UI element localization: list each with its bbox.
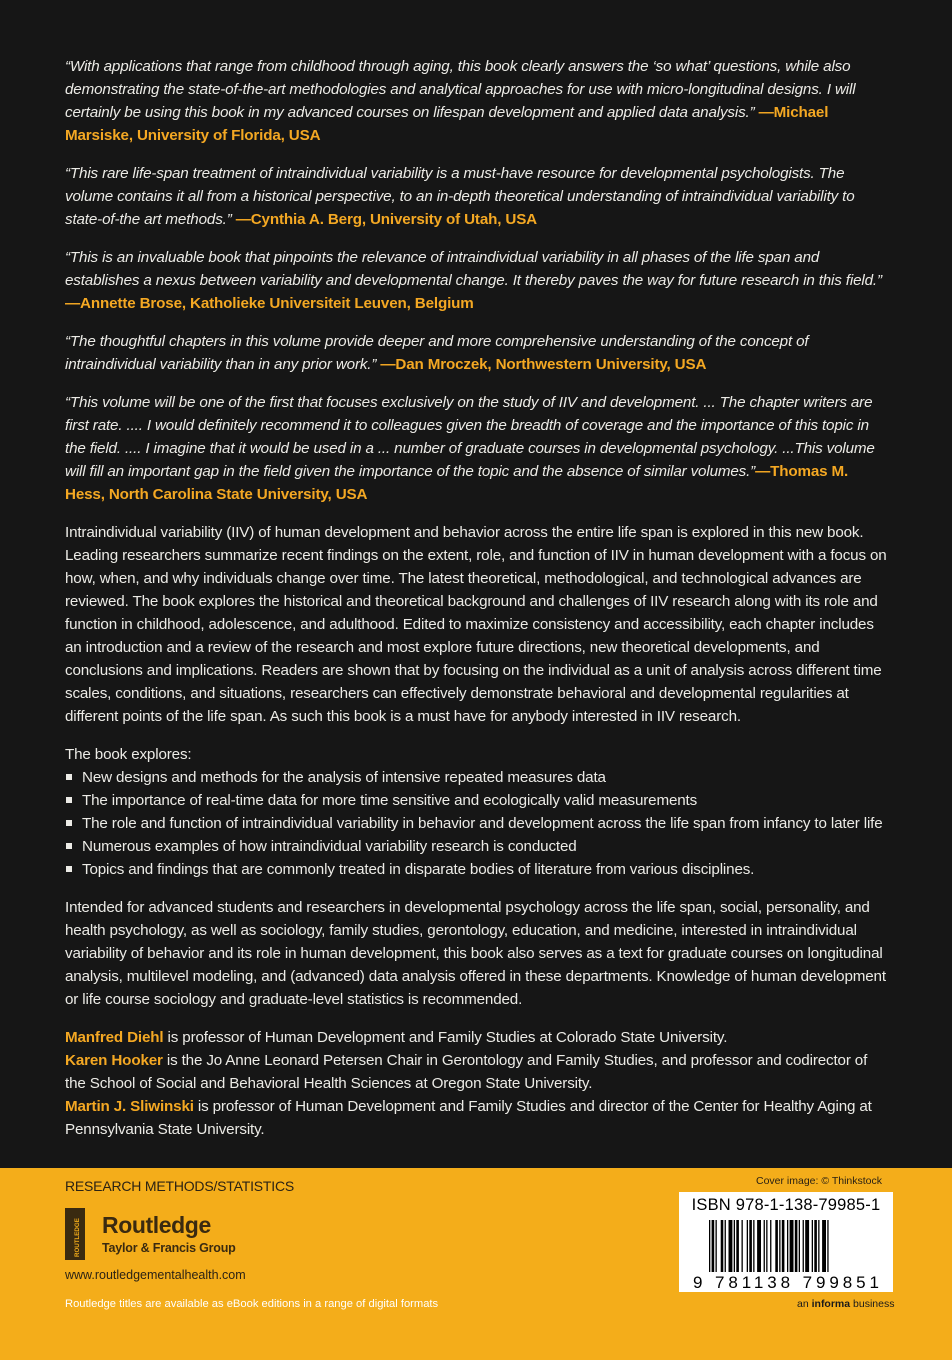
quote-attribution: —Thomas M. Hess, North Carolina State University, USA	[65, 463, 849, 503]
endorsement-quote	[65, 55, 891, 147]
quote-text: “This is an invaluable book that pinpoints the relevance of intraindividual variability in all phases of the life span and establishes a nexus between variability and developmental change. It thereby paves the way for future research in this field.”	[65, 249, 882, 289]
barcode-icon	[689, 1220, 883, 1292]
book-description: Intraindividual variability (IIV) of human development and behavior across the entire life span is explored in this new book. Leading researchers summarize recent findings on the extent, role, and function of IIV in human development with a focus on how, when, and why individuals change over time. The latest theoretical, methodological, and technological advances are reviewed. The book explores the historical and theoretical background and challenges of IIV research along with its role and function in childhood, adolescence, and adulthood. Edited to maximize consistency and accessibility, each chapter includes an introduction and a review of the research and most explore future directions, new theoretical developments, and conclusions and implications. Readers are shown that by focusing on the individual as a unit of analysis across different time scales, conditions, and situations, researchers can effectively demonstrate behavioral and developmental regularities at different points of the life span. As such this book is a must have for anybody interested in IIV research.	[65, 524, 887, 725]
quote-attribution: —Annette Brose, Katholieke Universiteit Leuven, Belgium	[65, 295, 474, 312]
explores-list	[65, 766, 891, 881]
quote-attribution: —Dan Mroczek, Northwestern University, USA	[380, 356, 707, 373]
editor-bio	[65, 1026, 891, 1049]
quote-text: “With applications that range from childhood through aging, this book clearly answers the ‘so what’ questions, while also demonstrating the state-of-the-art methodologies and analytical approaches for use with micro-longitudinal designs. I will certainly be using this book in my advanced courses on lifespan development and applied data analysis.”	[65, 58, 856, 121]
editor-name: Martin J. Sliwinski	[65, 1098, 194, 1115]
audience-paragraph: Intended for advanced students and researchers in developmental psychology across the life span, social, personality, and health psychology, as well as sociology, family studies, gerontology, education, and medicine, interested in intraindividual variability of behavior and its role in human development, this book also serves as a text for graduate courses on longitudinal analysis, multilevel modeling, and (advanced) data analysis offered in these departments. Knowledge of human development or life course sociology and graduate-level statistics is recommended.	[65, 899, 886, 1008]
endorsement-quote	[65, 162, 891, 231]
quote-text: “This volume will be one of the first that focuses exclusively on the study of IIV and development. ... The chapter writers are first rate. .... I would definitely recommend it to colleagues given the breadth of coverage and the importance of this topic in the field. .... I imagine that it would be used in a ... number of graduate courses in developmental psychology. ...This volume will fill an important gap in the field given the importance of the topic and the absence of similar volumes.”	[65, 394, 875, 480]
editor-bio	[65, 1049, 891, 1095]
routledge-logo	[65, 1208, 265, 1260]
list-item: The role and function of intraindividual variability in behavior and development across the life span from infancy to later life	[65, 812, 891, 835]
informa-brand: informa	[811, 1298, 851, 1310]
list-item: The importance of real-time data for more time sensitive and ecologically valid measurements	[65, 789, 891, 812]
publisher-name: Routledge	[102, 1212, 211, 1238]
publisher-group: Taylor & Francis Group	[102, 1241, 236, 1255]
barcode-digits: 9 781138 799851	[693, 1273, 879, 1292]
editor-bio-text: is professor of Human Development and Family Studies at Colorado State University.	[163, 1029, 728, 1046]
explores-heading: The book explores:	[65, 746, 192, 763]
publisher-band	[0, 1168, 952, 1360]
editor-bio	[65, 1095, 891, 1141]
editor-name: Karen Hooker	[65, 1052, 163, 1069]
list-item: Numerous examples of how intraindividual variability research is conducted	[65, 835, 891, 858]
cover-text-column	[65, 55, 891, 1141]
informa-prefix: an	[797, 1298, 812, 1310]
informa-suffix: business	[850, 1298, 895, 1310]
editor-bio-text: is the Jo Anne Leonard Petersen Chair in Gerontology and Family Studies, and professor and codirector of the School of Social and Behavioral Health Sciences at Oregon State University.	[65, 1052, 868, 1092]
cover-image-credit: Cover image: © Thinkstock	[756, 1175, 883, 1187]
isbn-number: ISBN 978-1-138-79985-1	[691, 1196, 881, 1214]
list-item: Topics and findings that are commonly treated in disparate bodies of literature from various disciplines.	[65, 858, 891, 881]
subject-category: RESEARCH METHODS/STATISTICS	[65, 1178, 294, 1194]
informa-business-tag	[797, 1298, 894, 1310]
quote-attribution: —Michael Marsiske, University of Florida, USA	[65, 104, 829, 144]
editor-bio-text: is professor of Human Development and Family Studies and director of the Center for Healthy Aging at Pennsylvania State University.	[65, 1098, 872, 1138]
quote-text: “This rare life-span treatment of intraindividual variability is a must-have resource for developmental psychologists. The volume contains it all from a historical perspective, to an in-depth theoretical understanding of intraindividual variability to state-of-the art methods.”	[65, 165, 855, 228]
quote-attribution: —Cynthia A. Berg, University of Utah, USA	[235, 211, 538, 228]
isbn-barcode	[679, 1192, 893, 1292]
list-item: New designs and methods for the analysis of intensive repeated measures data	[65, 766, 891, 789]
editor-name: Manfred Diehl	[65, 1029, 164, 1046]
endorsement-quote	[65, 391, 891, 506]
quote-text: “The thoughtful chapters in this volume provide deeper and more comprehensive understanding of the concept of intraindividual variability than in any prior work.”	[65, 333, 809, 373]
logo-side-text: ROUTLEDGE	[74, 1218, 81, 1257]
routledge-logo-icon	[65, 1208, 85, 1260]
publisher-website[interactable]: www.routledgementalhealth.com	[65, 1268, 246, 1282]
ebook-note: Routledge titles are available as eBook editions in a range of digital formats	[65, 1298, 439, 1310]
endorsement-quote	[65, 246, 891, 315]
endorsement-quote	[65, 330, 891, 376]
